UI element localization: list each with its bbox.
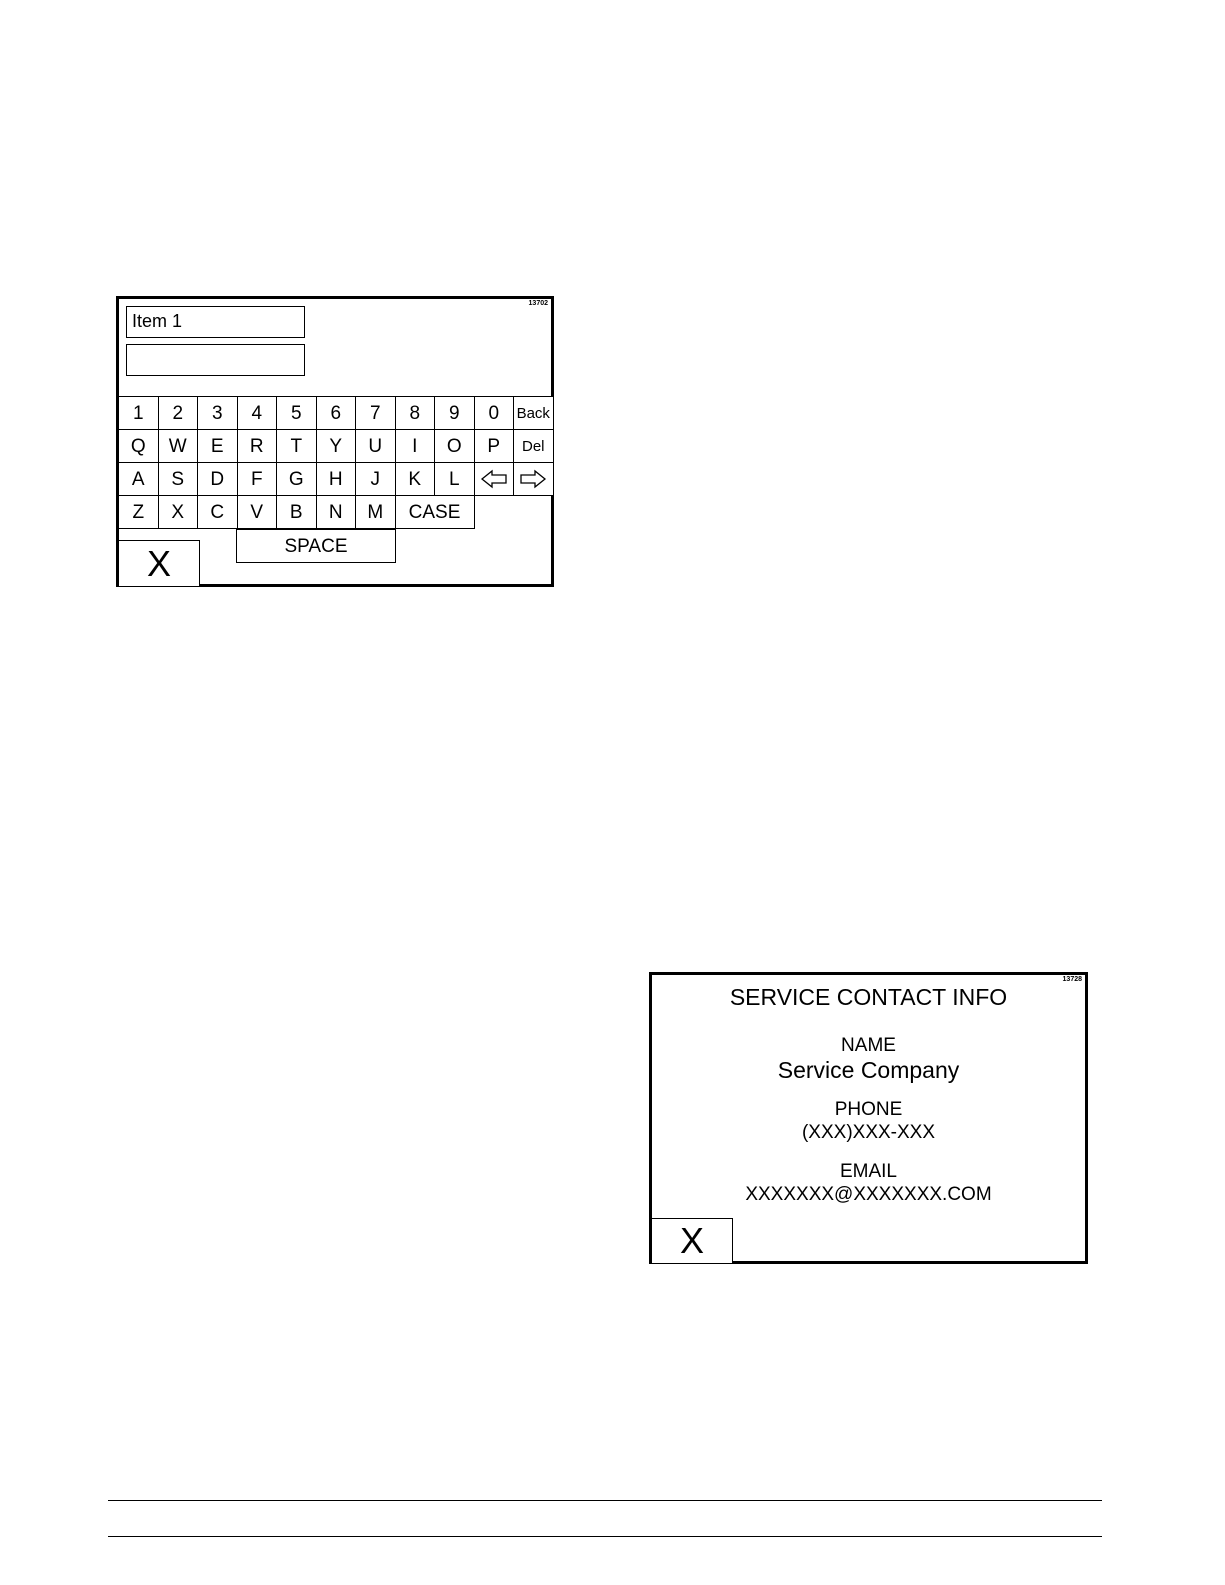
- key-w[interactable]: W: [158, 429, 199, 463]
- cursor-right-key[interactable]: [513, 462, 554, 496]
- key-del[interactable]: Del: [513, 429, 554, 463]
- key-back[interactable]: Back: [513, 396, 554, 430]
- key-b[interactable]: B: [276, 495, 317, 529]
- close-button[interactable]: X: [118, 540, 200, 587]
- cursor-left-key[interactable]: [474, 462, 515, 496]
- email-value: XXXXXXX@XXXXXXX.COM: [745, 1184, 992, 1205]
- name-label: NAME: [841, 1035, 896, 1056]
- key-case[interactable]: CASE: [395, 495, 475, 529]
- left-arrow-icon: [480, 469, 508, 489]
- name-value: Service Company: [777, 1057, 960, 1083]
- key-l[interactable]: L: [434, 462, 475, 496]
- figure-number: 13702: [528, 300, 548, 307]
- key-n[interactable]: N: [316, 495, 357, 529]
- right-arrow-icon: [519, 469, 547, 489]
- key-s[interactable]: S: [158, 462, 199, 496]
- key-y[interactable]: Y: [316, 429, 357, 463]
- key-h[interactable]: H: [316, 462, 357, 496]
- key-7[interactable]: 7: [355, 396, 396, 430]
- phone-label: PHONE: [834, 1099, 903, 1120]
- key-e[interactable]: E: [197, 429, 238, 463]
- key-5[interactable]: 5: [276, 396, 317, 430]
- key-9[interactable]: 9: [434, 396, 475, 430]
- key-u[interactable]: U: [355, 429, 396, 463]
- key-z[interactable]: Z: [118, 495, 159, 529]
- service-contact-screen: [649, 972, 1088, 1264]
- key-c[interactable]: C: [197, 495, 238, 529]
- key-o[interactable]: O: [434, 429, 475, 463]
- key-4[interactable]: 4: [237, 396, 278, 430]
- key-3[interactable]: 3: [197, 396, 238, 430]
- keyboard-screen: [116, 296, 554, 587]
- key-q[interactable]: Q: [118, 429, 159, 463]
- phone-value: (XXX)XXX-XXX: [801, 1122, 936, 1143]
- footer-rule-top: [108, 1500, 1102, 1501]
- key-p[interactable]: P: [474, 429, 515, 463]
- key-v[interactable]: V: [237, 495, 278, 529]
- key-f[interactable]: F: [237, 462, 278, 496]
- key-r[interactable]: R: [237, 429, 278, 463]
- close-button[interactable]: X: [651, 1218, 733, 1264]
- key-m[interactable]: M: [355, 495, 396, 529]
- email-label: EMAIL: [839, 1161, 898, 1182]
- space-key[interactable]: SPACE: [236, 529, 396, 563]
- key-g[interactable]: G: [276, 462, 317, 496]
- key-k[interactable]: K: [395, 462, 436, 496]
- key-i[interactable]: I: [395, 429, 436, 463]
- screen-title: SERVICE CONTACT INFO: [729, 984, 1008, 1010]
- key-a[interactable]: A: [118, 462, 159, 496]
- text-entry-field[interactable]: Item 1: [126, 306, 305, 338]
- key-2[interactable]: 2: [158, 396, 199, 430]
- figure-number: 13728: [1062, 976, 1082, 983]
- key-6[interactable]: 6: [316, 396, 357, 430]
- key-8[interactable]: 8: [395, 396, 436, 430]
- key-d[interactable]: D: [197, 462, 238, 496]
- secondary-entry-field[interactable]: [126, 344, 305, 376]
- key-x[interactable]: X: [158, 495, 199, 529]
- key-1[interactable]: 1: [118, 396, 159, 430]
- key-j[interactable]: J: [355, 462, 396, 496]
- footer-rule-bottom: [108, 1536, 1102, 1537]
- key-0[interactable]: 0: [474, 396, 515, 430]
- key-t[interactable]: T: [276, 429, 317, 463]
